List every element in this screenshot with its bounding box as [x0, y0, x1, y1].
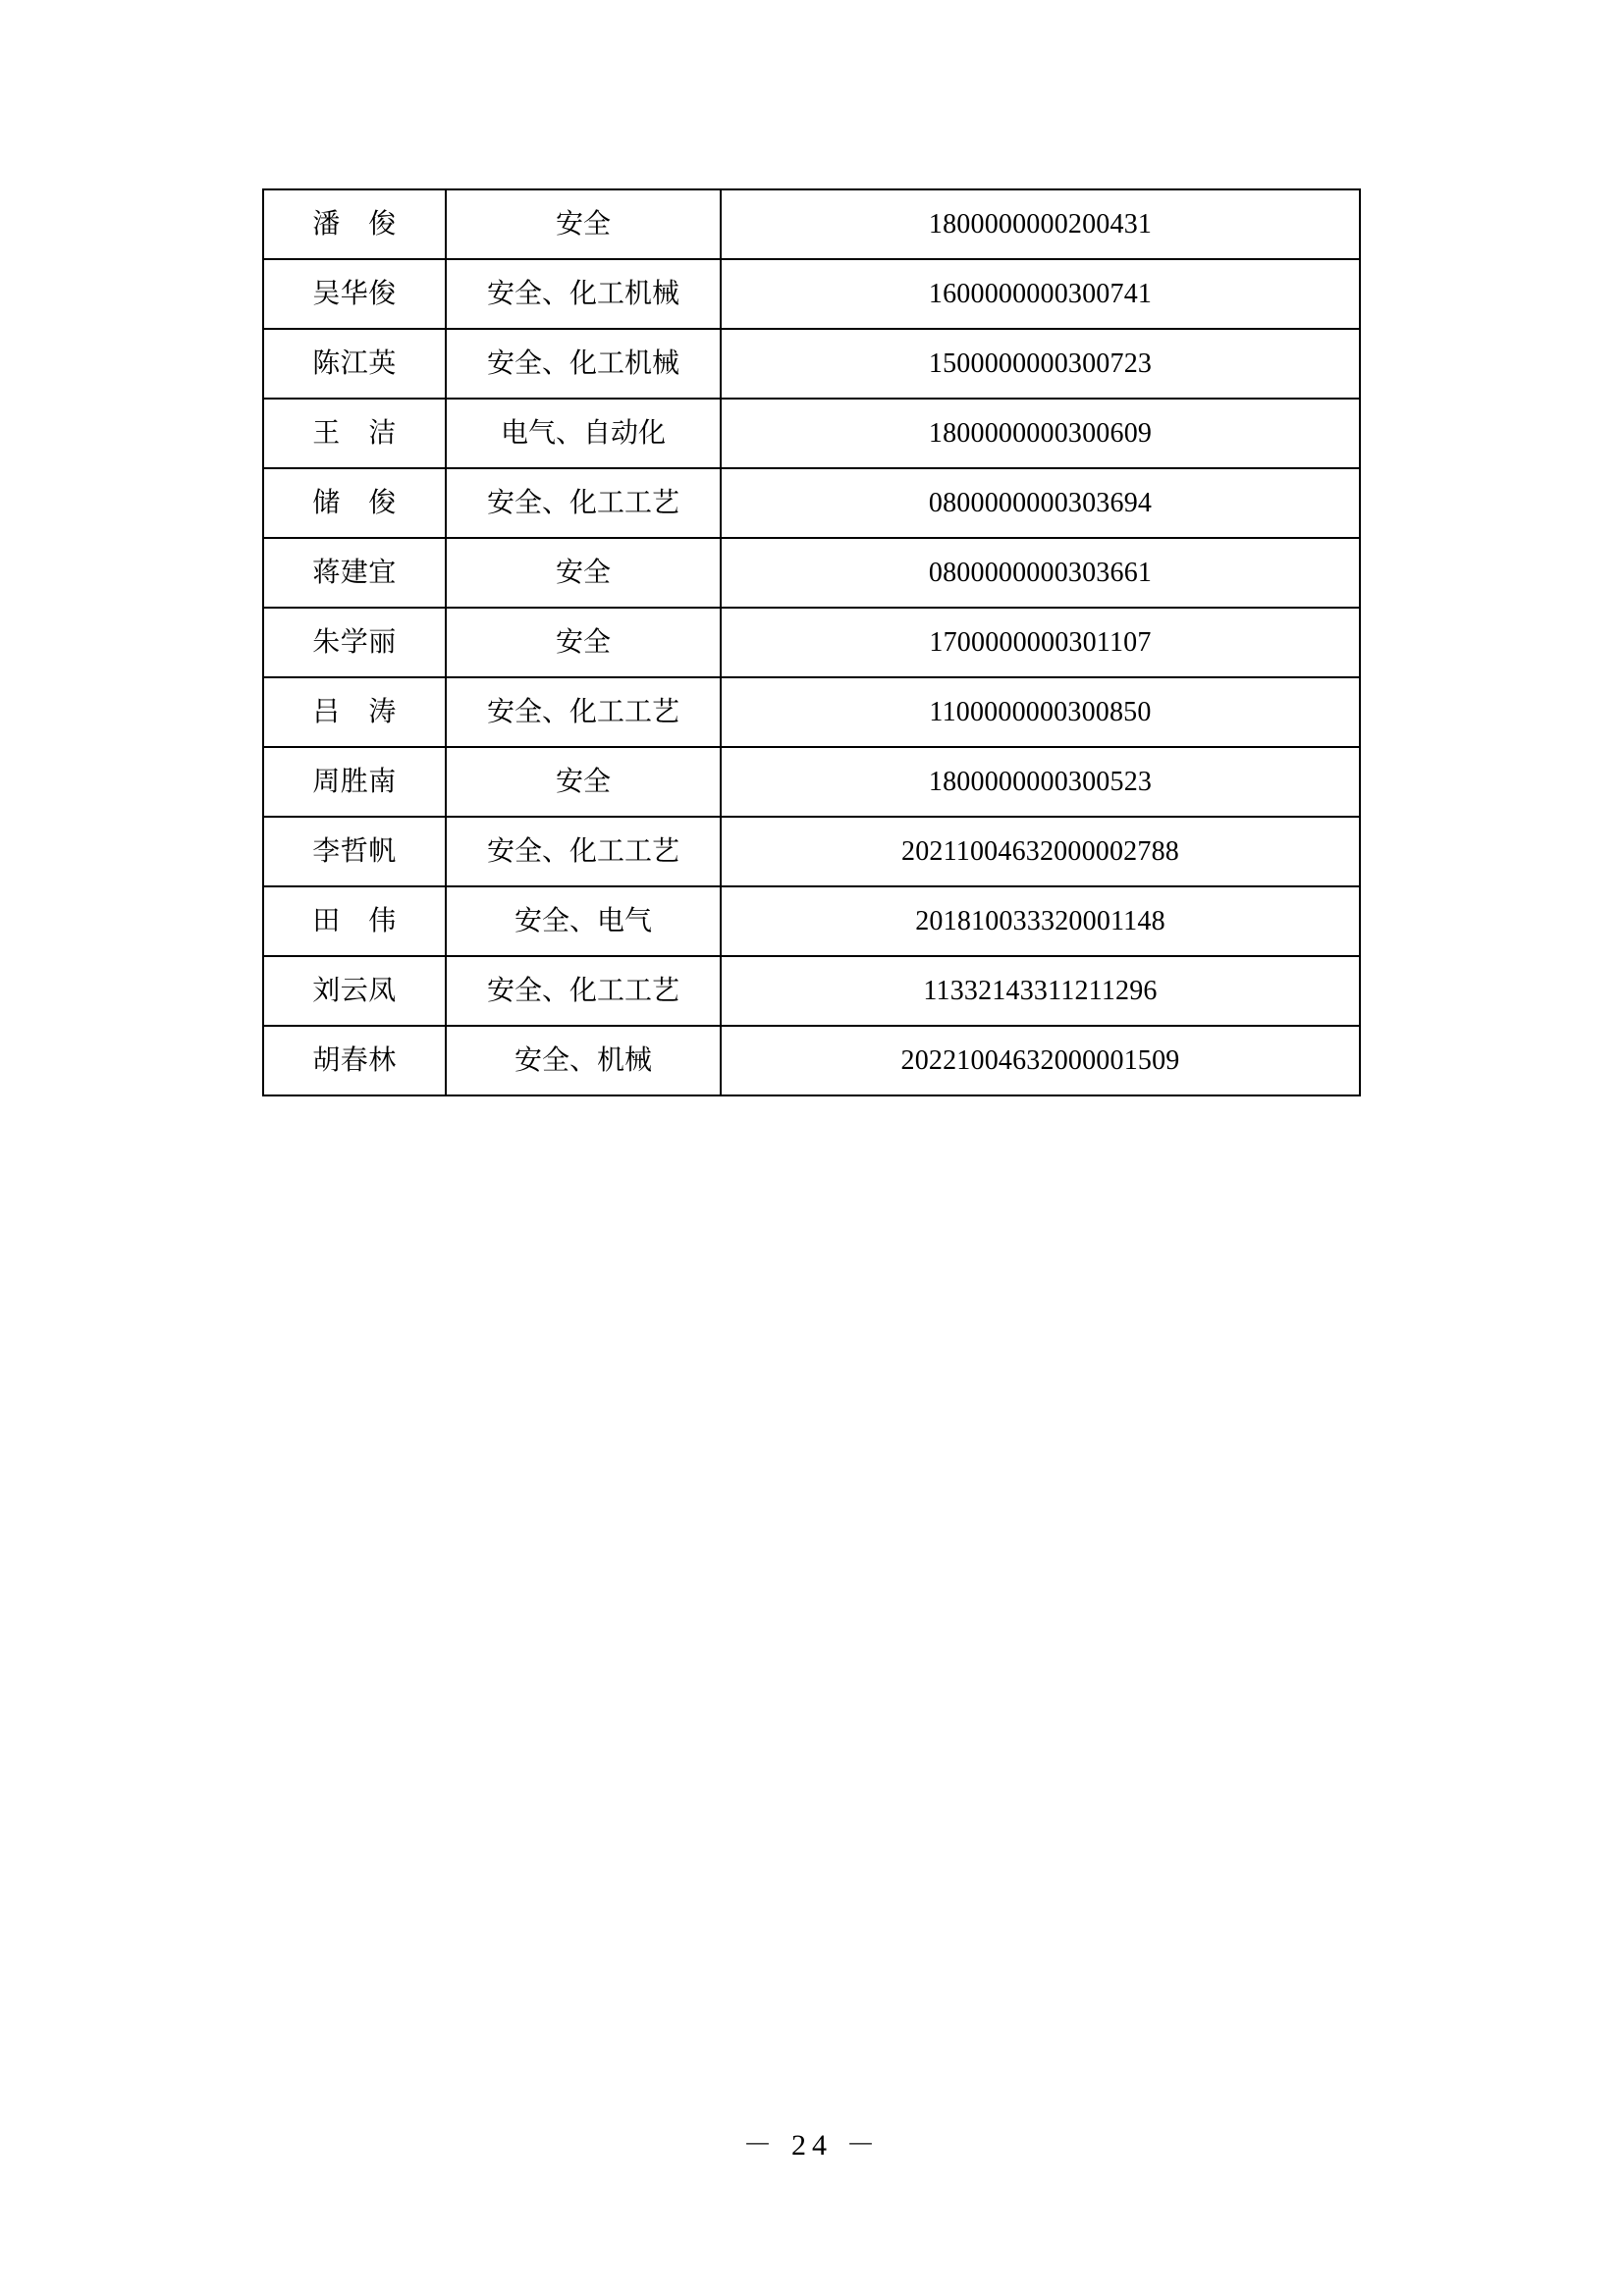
cell-field: 安全、化工工艺 — [446, 817, 721, 886]
cell-number: 0800000000303661 — [721, 538, 1360, 608]
cell-number: 20221004632000001509 — [721, 1026, 1360, 1095]
cell-field: 安全 — [446, 538, 721, 608]
cell-name: 田 伟 — [263, 886, 446, 956]
cell-name: 陈江英 — [263, 329, 446, 399]
table-row — [263, 399, 1360, 468]
cell-field: 安全、化工工艺 — [446, 956, 721, 1026]
table-row — [263, 1026, 1360, 1095]
table-row — [263, 747, 1360, 817]
table-row — [263, 468, 1360, 538]
cell-number: 1700000000301107 — [721, 608, 1360, 677]
cell-number: 1600000000300741 — [721, 259, 1360, 329]
table-row — [263, 886, 1360, 956]
cell-number: 0800000000303694 — [721, 468, 1360, 538]
cell-field: 安全 — [446, 189, 721, 259]
table-row — [263, 538, 1360, 608]
cell-field: 电气、自动化 — [446, 399, 721, 468]
qualification-table — [262, 188, 1361, 1096]
cell-name: 潘 俊 — [263, 189, 446, 259]
cell-field: 安全、化工机械 — [446, 329, 721, 399]
cell-number: 20211004632000002788 — [721, 817, 1360, 886]
cell-name: 刘云凤 — [263, 956, 446, 1026]
cell-name: 胡春林 — [263, 1026, 446, 1095]
cell-field: 安全 — [446, 747, 721, 817]
table-body — [263, 189, 1360, 1095]
cell-name: 储 俊 — [263, 468, 446, 538]
table-row — [263, 956, 1360, 1026]
table-row — [263, 259, 1360, 329]
table-row — [263, 329, 1360, 399]
cell-number: 1800000000300523 — [721, 747, 1360, 817]
cell-number: 1800000000200431 — [721, 189, 1360, 259]
cell-name: 周胜南 — [263, 747, 446, 817]
cell-name: 吴华俊 — [263, 259, 446, 329]
cell-number: 1100000000300850 — [721, 677, 1360, 747]
cell-field: 安全、电气 — [446, 886, 721, 956]
cell-number: 11332143311211296 — [721, 956, 1360, 1026]
cell-name: 朱学丽 — [263, 608, 446, 677]
cell-name: 蒋建宜 — [263, 538, 446, 608]
cell-number: 1800000000300609 — [721, 399, 1360, 468]
cell-field: 安全、机械 — [446, 1026, 721, 1095]
cell-name: 王 洁 — [263, 399, 446, 468]
table-row — [263, 608, 1360, 677]
table-row — [263, 817, 1360, 886]
table-row — [263, 677, 1360, 747]
cell-number: 201810033320001148 — [721, 886, 1360, 956]
cell-name: 李哲帆 — [263, 817, 446, 886]
cell-field: 安全、化工工艺 — [446, 677, 721, 747]
cell-number: 1500000000300723 — [721, 329, 1360, 399]
page-number: － 24 － — [742, 2129, 882, 2162]
cell-name: 吕 涛 — [263, 677, 446, 747]
cell-field: 安全、化工工艺 — [446, 468, 721, 538]
cell-field: 安全 — [446, 608, 721, 677]
table-row — [263, 189, 1360, 259]
cell-field: 安全、化工机械 — [446, 259, 721, 329]
